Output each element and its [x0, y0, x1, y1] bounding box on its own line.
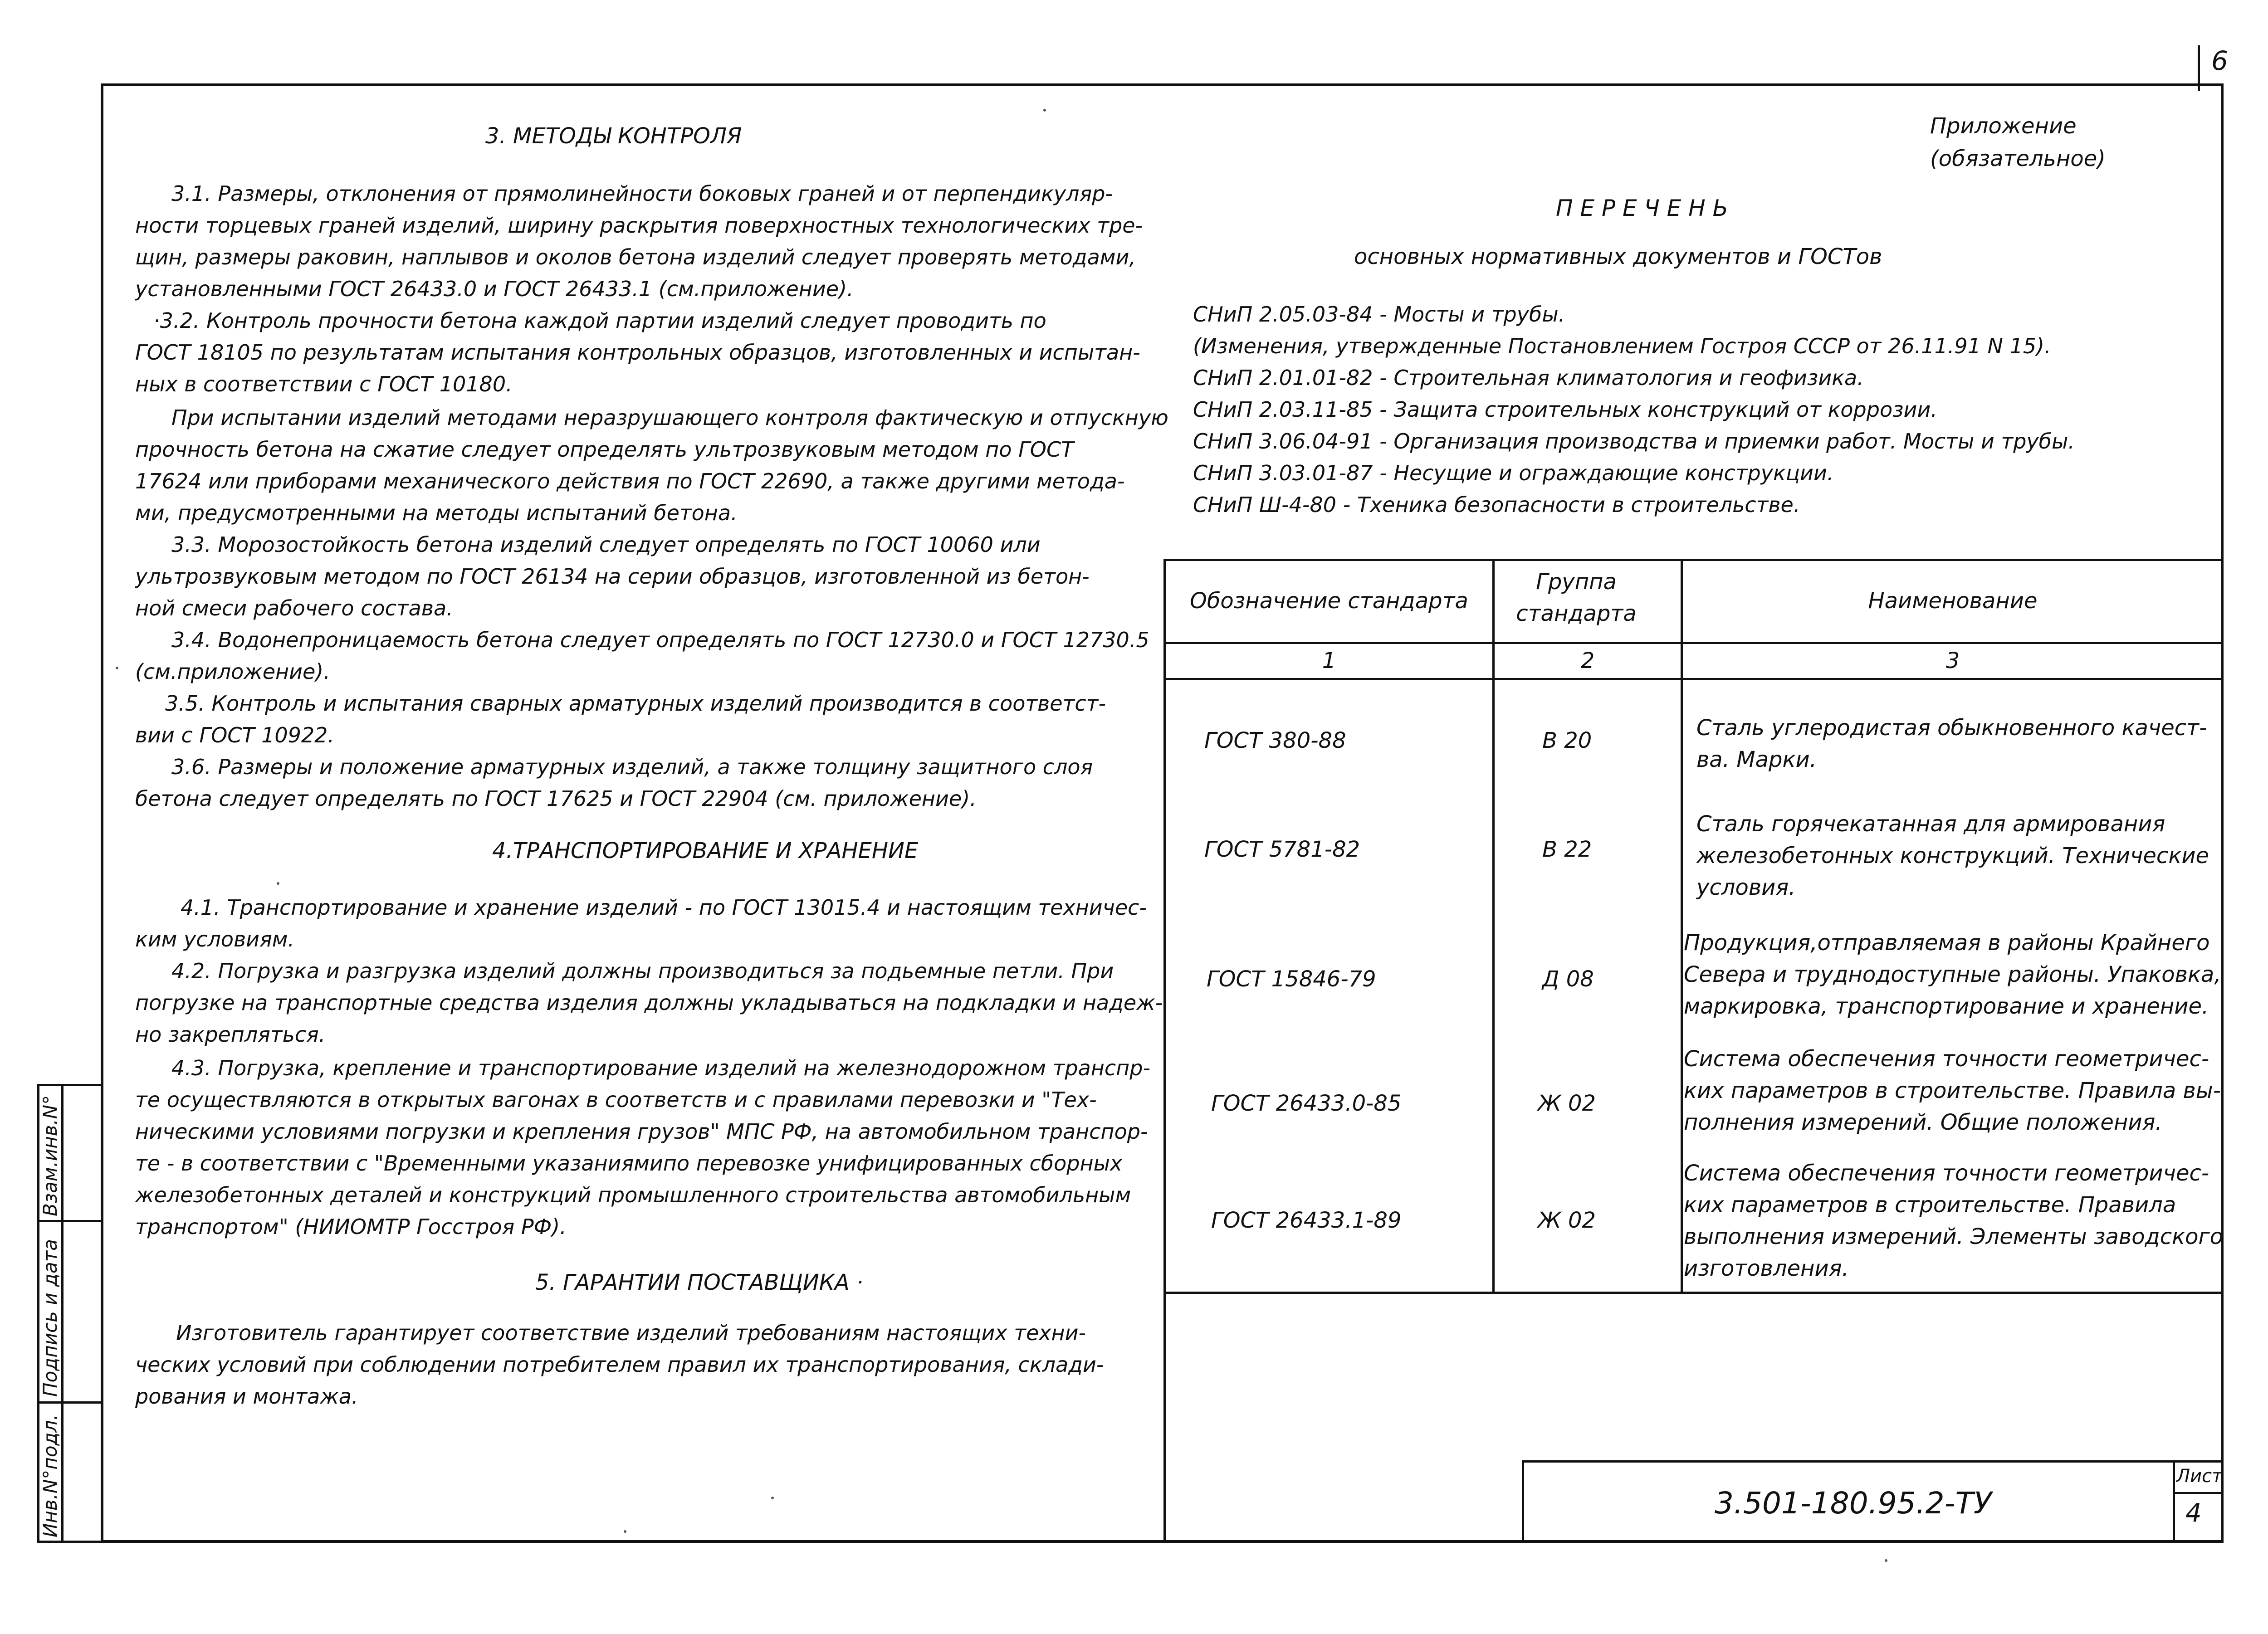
list-item: СНиП 3.06.04-91 - Организация производства и приемки работ. Мосты и трубы. [1193, 429, 2075, 454]
list-item: СНиП 2.05.03-84 - Мосты и трубы. [1193, 302, 1565, 327]
stamp-inventory-number: Инв.N°подл. [39, 1414, 61, 1537]
list-subtitle: основных нормативных документов и ГОСТов [1354, 244, 1882, 269]
list-item: СНиП 2.01.01-82 - Строительная климатология и геофизика. [1193, 366, 1864, 390]
stamp-signature-date: Подпись и дата [39, 1239, 61, 1397]
page-number: 6 [2211, 45, 2228, 76]
list-item: (Изменения, утвержденные Постановлением Гостроя СССР от 26.11.91 N 15). [1193, 334, 2051, 358]
document-code: 3.501-180.95.2-ТУ [1715, 1486, 1992, 1521]
header-name: Наименование [1868, 588, 2038, 614]
list-item: СНиП 3.03.01-87 - Несущие и ограждающие конструкции. [1193, 461, 1834, 485]
section-5-heading: 5. ГАРАНТИИ ПОСТАВЩИКА · [535, 1270, 864, 1295]
list-title: П Е Р Е Ч Е Н Ь [1556, 195, 1728, 221]
list-item: СНиП 2.03.11-85 - Защита строительных конструкций от коррозии. [1193, 397, 1937, 422]
sheet-number: 4 [2185, 1498, 2202, 1528]
appendix-note: (обязательное) [1930, 146, 2106, 171]
sheet-label: Лист [2176, 1466, 2223, 1487]
section-3-heading: 3. МЕТОДЫ КОНТРОЛЯ [485, 123, 742, 149]
header-standard-group: Группа стандарта [1516, 569, 1637, 626]
column-divider [1163, 559, 1166, 1543]
appendix-label: Приложение [1930, 113, 2077, 139]
section-4-heading: 4.ТРАНСПОРТИРОВАНИЕ И ХРАНЕНИЕ [492, 838, 919, 863]
list-item: СНиП Ш-4-80 - Тхеника безопасности в строительстве. [1193, 493, 1800, 517]
header-standard-code: Обозначение стандарта [1190, 588, 1468, 614]
col-number-2: 2 [1580, 648, 1595, 673]
col-number-1: 1 [1322, 648, 1336, 673]
stamp-replacement-number: Взам.инв.N° [39, 1095, 61, 1216]
col-number-3: 3 [1945, 648, 1960, 673]
